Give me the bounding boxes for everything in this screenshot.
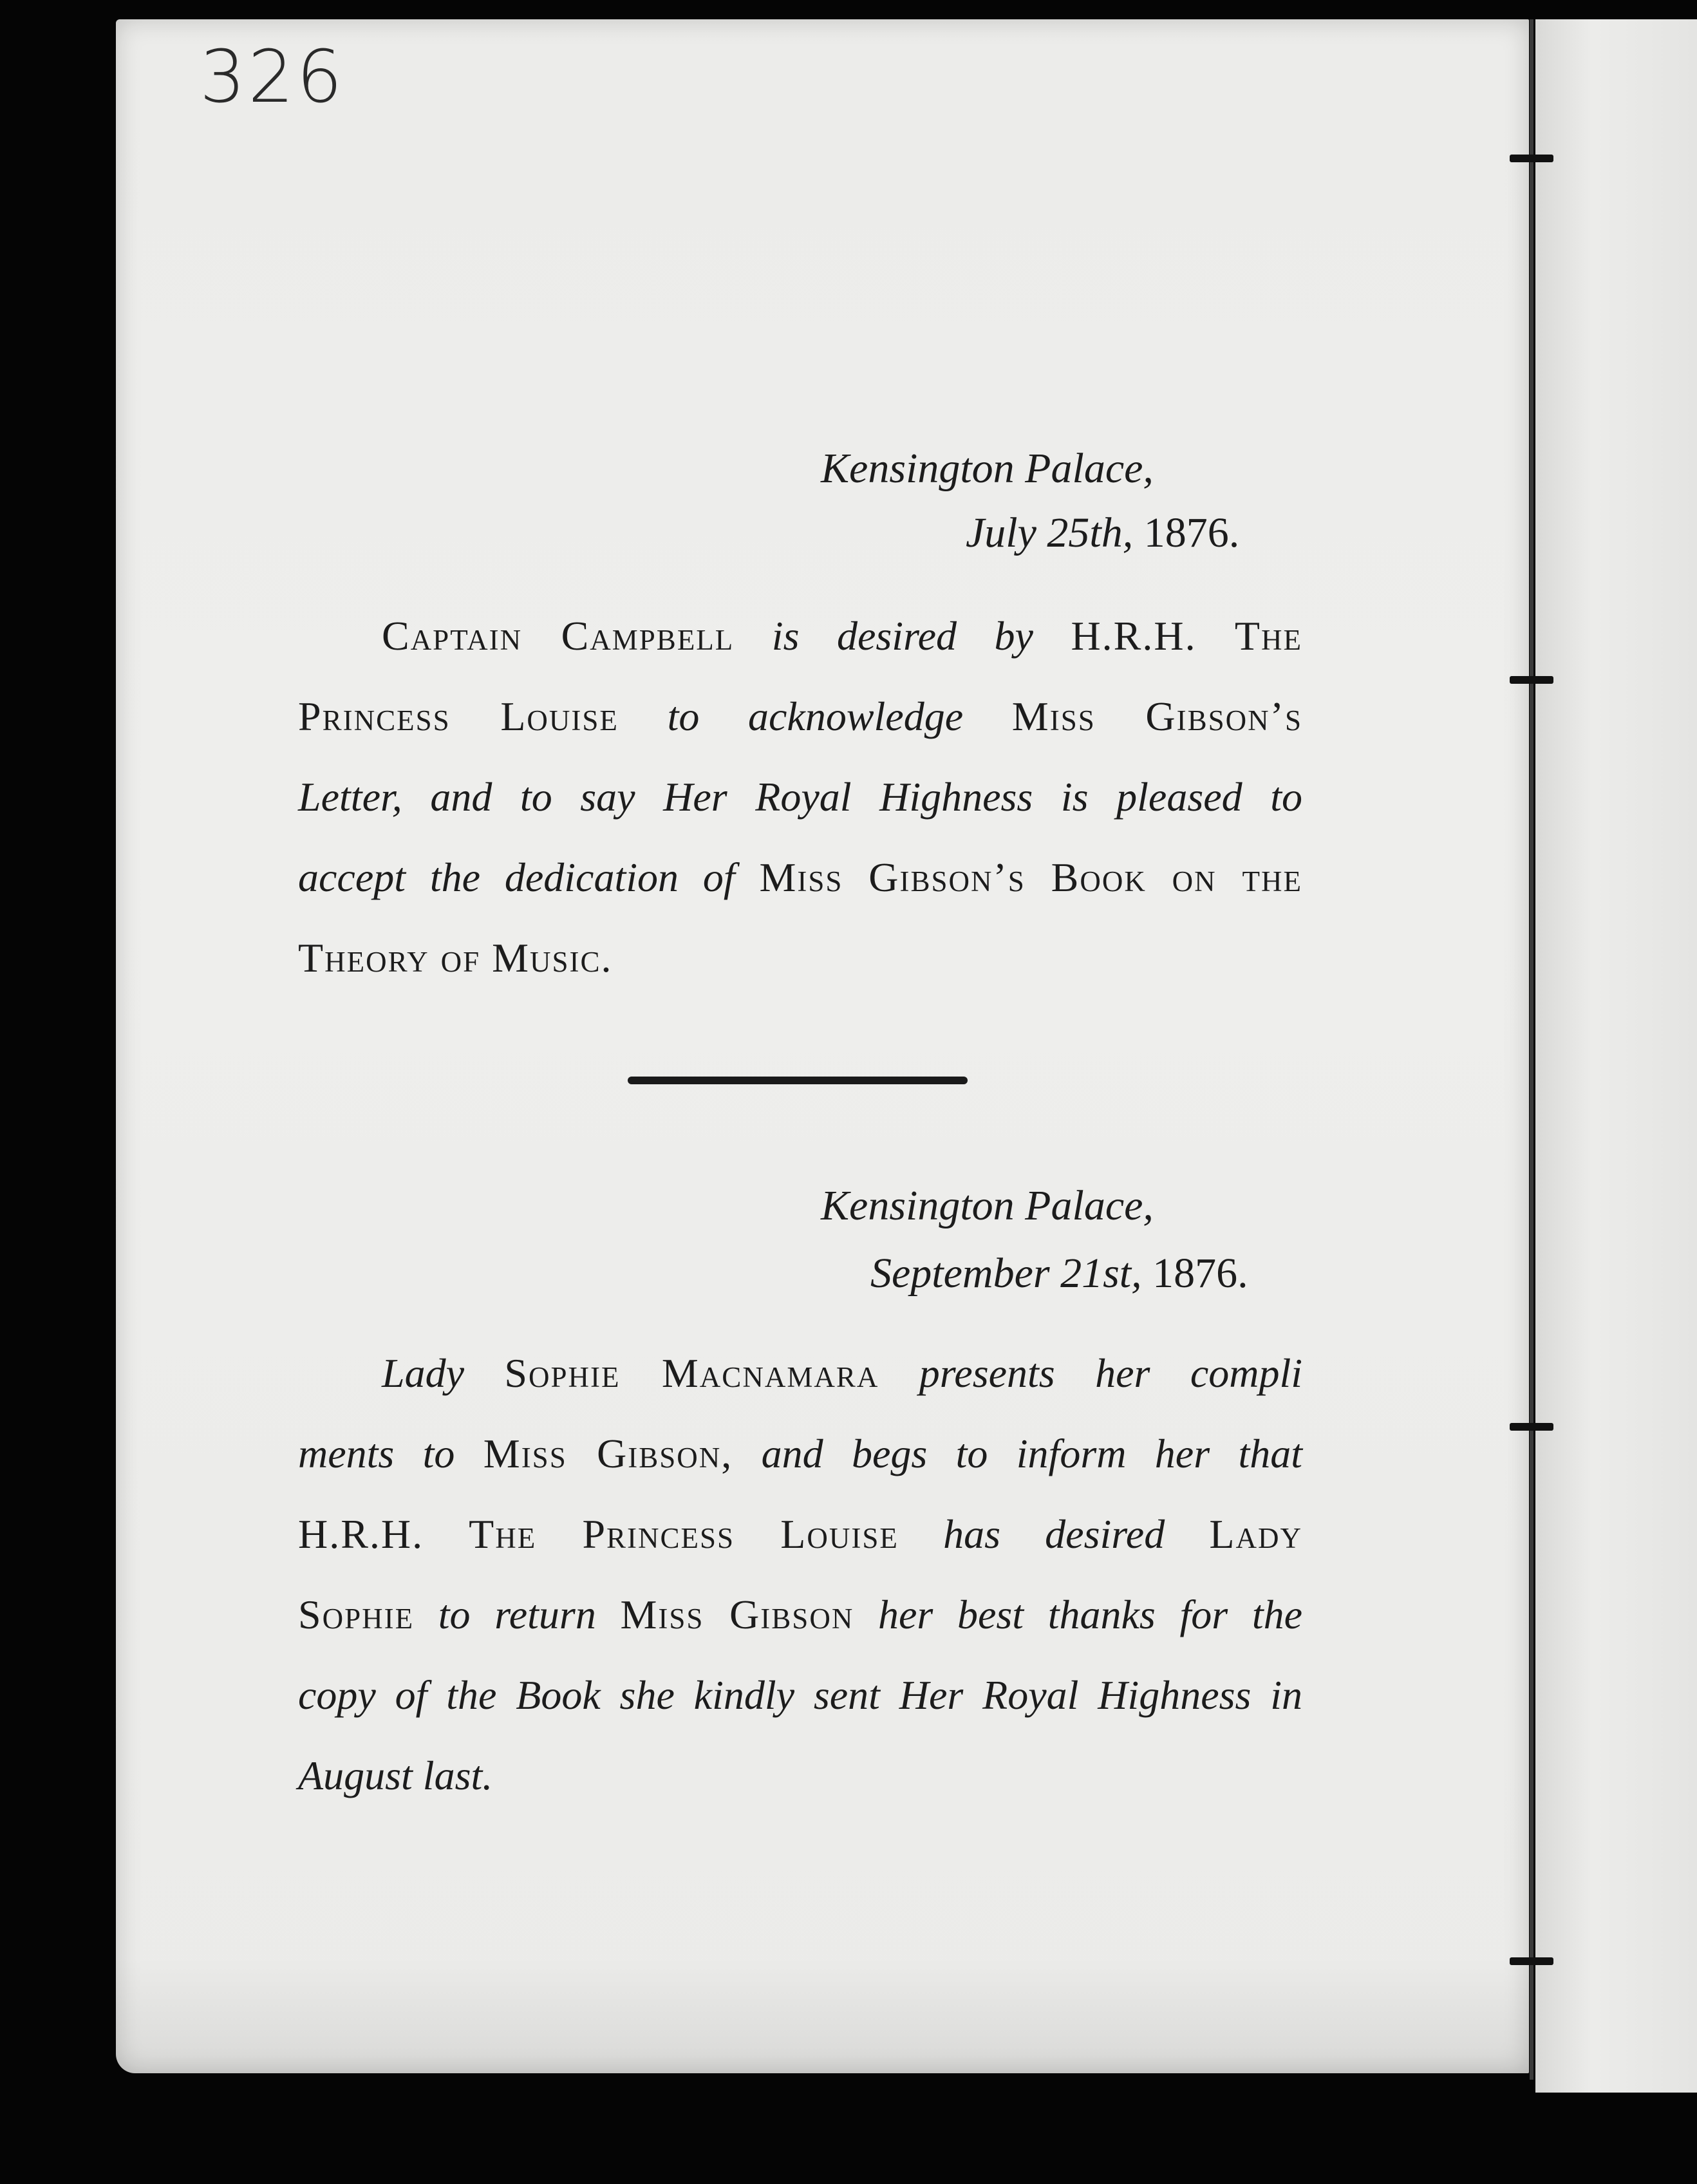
letter-2-text-run: and begs to inform her that <box>733 1431 1303 1476</box>
letter-1-text-run: accept the dedication of <box>298 854 760 900</box>
letter-1-line <box>298 837 1302 918</box>
letter-2-line <box>298 1413 1302 1494</box>
letter-1-text-run: Theory of Music. <box>298 935 613 981</box>
letter-1-date-day: July 25th, <box>966 509 1134 556</box>
letter-1-body <box>298 596 1302 998</box>
page-shadow <box>116 1957 1529 2073</box>
letter-1-line <box>298 596 1302 676</box>
letter-1-line <box>298 757 1302 837</box>
letter-2-text-run: Lady <box>382 1350 505 1396</box>
binding-stitch <box>1510 1957 1553 1965</box>
letter-1-text-run: Captain Campbell <box>382 613 735 659</box>
letter-2-text-run: copy of the Book she kindly sent Her Royal Highness in <box>298 1672 1302 1718</box>
letter-2-text-run: ments to <box>298 1431 483 1476</box>
letter-1-text-run: Miss Gibson’s Book on the <box>759 854 1302 900</box>
letter-1-place: Kensington Palace, <box>821 445 1154 492</box>
letter-2-text-run: her best thanks for the <box>854 1592 1303 1637</box>
binding-stitch <box>1510 155 1553 162</box>
letter-1-line <box>298 918 1302 998</box>
letter-2-text-run: Miss Gibson <box>620 1592 854 1637</box>
letter-2-date-day: September 21st, <box>870 1250 1142 1297</box>
letter-2-place: Kensington Palace, <box>821 1182 1154 1229</box>
letter-1-line <box>298 676 1302 757</box>
letter-1-text-run: H.R.H. The <box>1071 613 1303 659</box>
letter-1-text-run: Princess Louise <box>298 693 619 739</box>
letter-1-date <box>966 509 1239 558</box>
letter-2-text-run: H.R.H. The Princess Louise <box>298 1511 899 1557</box>
letter-2-line <box>298 1735 1302 1816</box>
letter-2-date-year: 1876. <box>1152 1250 1248 1297</box>
letter-2-text-run: Sophie <box>298 1592 415 1637</box>
letter-2-text-run: has desired <box>898 1511 1210 1557</box>
letter-2-text-run: Sophie Macnamara <box>504 1350 879 1396</box>
letter-2-text-run: August last. <box>298 1753 493 1798</box>
section-divider <box>628 1077 968 1084</box>
binding-stitch <box>1510 1423 1553 1431</box>
letter-2-text-run: Lady <box>1209 1511 1302 1557</box>
letter-1-text-run: to acknowledge <box>618 693 1012 739</box>
binding-stitch <box>1510 676 1553 684</box>
letter-2-date <box>870 1249 1248 1298</box>
letter-1-date-year: 1876. <box>1143 509 1240 556</box>
letter-2-line <box>298 1655 1302 1735</box>
binding-fold <box>1530 19 1533 2080</box>
adjacent-page-edge <box>1535 19 1697 2093</box>
letter-2-line <box>298 1494 1302 1574</box>
letter-2-line <box>298 1574 1302 1655</box>
handwritten-page-number: 326 <box>200 35 345 119</box>
letter-2-text-run: to return <box>414 1592 621 1637</box>
letter-2-text-run: presents her compli <box>879 1350 1302 1396</box>
letter-2-line <box>298 1333 1302 1413</box>
letter-2-text-run: Miss Gibson, <box>483 1431 733 1476</box>
letter-1-text-run: Miss Gibson’s <box>1011 693 1302 739</box>
letter-1-text-run: is desired by <box>734 613 1071 659</box>
letter-2-body <box>298 1333 1302 1816</box>
letter-1-text-run: Letter, and to say Her Royal Highness is pleased to <box>298 774 1302 820</box>
